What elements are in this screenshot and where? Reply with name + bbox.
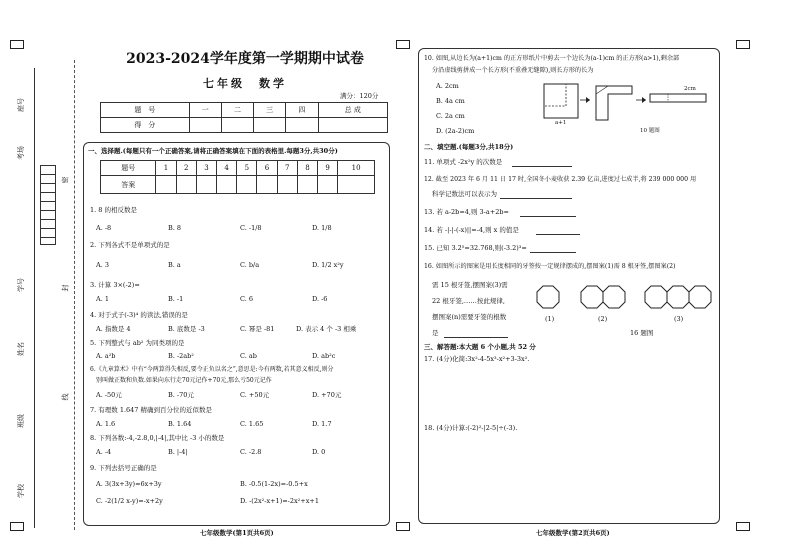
exam-room-label: 考场 — [17, 146, 25, 160]
option-d: D. 1/2 x²y — [312, 261, 344, 269]
seat-label: 座号 — [17, 98, 25, 112]
q12-answer-blank[interactable] — [500, 198, 572, 199]
option-a: A. 1.6 — [96, 420, 116, 428]
answer-cell[interactable] — [196, 176, 216, 194]
option-c: C. 1.65 — [240, 420, 264, 428]
answer-cell[interactable] — [277, 176, 297, 194]
option-c: C. -2.8 — [240, 448, 262, 456]
q11-text: 11. 单项式 -2x²y 的次数是 — [424, 158, 503, 166]
q17-text: 17. (4分)化简:3x²-4-5x³-x²+3-3x². — [424, 355, 530, 363]
score-cell: 总 成 — [318, 103, 388, 118]
option-c: C. -2(1/2 x-y)=-x+2y — [96, 497, 163, 505]
seal-xian: 线 — [61, 393, 70, 401]
registration-mark — [396, 40, 410, 49]
option-b: B. |-4| — [168, 448, 188, 456]
question-text: 6.《九章算术》中有“今两算得失相反,要令正负以名之”,意思是:今有两数,若其意义相反,则分 — [90, 366, 334, 373]
question-text: 7. 有理数 1.647 精确到百分位的近似数是 — [90, 406, 213, 414]
question-text: 4. 对于式子(-3)⁴ 的读法,错误的是 — [90, 311, 188, 319]
score-cell: 二 — [221, 103, 253, 118]
q10-fig-caption: 10 题图 — [640, 128, 660, 134]
full-score: 满分：120分 — [340, 92, 379, 100]
q12-text: 12. 截至 2023 年 6 月 11 日 17 时,全国冬小麦收获 2.39 亿亩,进度过七成半,将 239 000 000 用 — [424, 176, 697, 183]
option-a: A. 指数是 4 — [96, 325, 131, 333]
score-cell: 题 号 — [101, 103, 190, 118]
option-a: A. 3 — [96, 261, 109, 269]
option-b: B. -70元 — [168, 391, 194, 399]
answer-header: 9 — [318, 161, 338, 176]
option-c: C. 6 — [240, 295, 254, 303]
registration-mark — [736, 522, 750, 531]
q13-text: 13. 若 a-2b=4,则 3-a+2b= — [424, 208, 509, 216]
seal-mi: 密 — [61, 176, 70, 184]
q10-option-d: D. (2a-2)cm — [436, 127, 475, 135]
answer-cell[interactable] — [156, 176, 176, 194]
answer-header: 7 — [277, 161, 297, 176]
answer-cell[interactable] — [318, 176, 338, 194]
section1-heading: 一、选择题.(每题只有一个正确答案,请将正确答案填在下面的表格里.每题3分,共30分) — [88, 147, 338, 155]
option-a: A. -4 — [96, 448, 112, 456]
q13-answer-blank[interactable] — [520, 216, 576, 217]
question-text: 3. 计算 3×(-2)= — [90, 281, 140, 289]
answer-header: 题号 — [101, 161, 156, 176]
option-c: C. +50元 — [240, 391, 270, 399]
answer-header: 1 — [156, 161, 176, 176]
question-text-cont: 别叫做正数和负数.如果向东行走70元记作+70元,那么亏50元记作 — [96, 377, 272, 384]
option-d: D. 0 — [312, 448, 326, 456]
option-c: C. -1/8 — [240, 224, 262, 232]
exam-title: 2023-2024学年度第一学期期中试卷 — [126, 51, 364, 67]
answer-header: 10 — [338, 161, 375, 176]
q12-text-cont: 科学记数法可以表示为 — [432, 190, 497, 198]
answer-header: 8 — [297, 161, 317, 176]
option-b: B. 底数是 -3 — [168, 325, 205, 333]
name-label: 姓名 — [17, 342, 25, 356]
score-input[interactable] — [254, 118, 286, 133]
option-d: D. 1.7 — [312, 420, 332, 428]
option-b: B. -0.5(1-2x)=-0.5+x — [240, 480, 308, 488]
option-c: C. ab — [240, 352, 257, 360]
q10-option-a: A. 2cm — [436, 82, 459, 90]
exam-id-grid[interactable] — [40, 165, 56, 245]
answer-header: 2 — [176, 161, 196, 176]
question-text: 5. 下列整式与 ab² 为同类项的是 — [90, 339, 185, 347]
option-b: B. 1.64 — [168, 420, 192, 428]
answer-row-label: 答案 — [101, 176, 156, 194]
score-table — [100, 102, 388, 133]
option-a: A. 1 — [96, 295, 109, 303]
q15-text: 15. 已知 3.2⁵=32.768,则(-3.2)³= — [424, 244, 527, 252]
score-cell: 三 — [254, 103, 286, 118]
option-d: D. 表示 4 个 -3 相乘 — [296, 325, 357, 333]
q17-answer-area[interactable] — [424, 368, 712, 418]
q16-fig-label-3: (3) — [674, 315, 684, 323]
score-input[interactable] — [318, 118, 388, 133]
q10-text: 10. 如图,从边长为(a+1)cm 的正方形纸片中剪去一个边长为(a-1)cm 的正方形(a>1),剩余部 — [424, 55, 680, 62]
q15-answer-blank[interactable] — [530, 252, 576, 253]
answer-cell[interactable] — [338, 176, 375, 194]
answer-header: 3 — [196, 161, 216, 176]
question-text: 8. 下列各数:-4,-2.8,0,|-4|,其中比 -3 小的数是 — [90, 434, 225, 442]
score-input[interactable] — [189, 118, 221, 133]
answer-cell[interactable] — [297, 176, 317, 194]
score-cell: 得 分 — [101, 118, 190, 133]
option-d: D. -(2x²-x+1)=-2x²+x+1 — [240, 497, 319, 505]
score-input[interactable] — [286, 118, 318, 133]
option-c: C. 幂是 -81 — [240, 325, 275, 333]
q16-text: 16. 如图所示的图案是用长度相同的牙签按一定规律摆成的,摆图案(1)需 8 根牙签,摆图案(2) — [424, 263, 676, 270]
page-footer-left: 七年级数学(第1页共6页) — [200, 529, 274, 537]
answer-cell[interactable] — [217, 176, 237, 194]
registration-mark — [396, 522, 410, 531]
option-d: D. 1/8 — [312, 224, 332, 232]
section3-heading: 三、解答题:本大题 6 个小题,共 52 分 — [424, 343, 536, 351]
seal-feng: 封 — [61, 284, 70, 292]
answer-cell[interactable] — [237, 176, 257, 194]
grade-subject: 七年级 数学 — [203, 77, 287, 90]
option-a: A. a²b — [96, 352, 116, 360]
q10-text-cont: 分沿虚线剪拼成一个长方形(不重叠无缝隙),则长方形的长为 — [432, 67, 594, 74]
answer-header: 6 — [257, 161, 277, 176]
answer-table — [100, 160, 375, 194]
q16-text-cont: 22 根牙签,……按此规律, — [432, 297, 505, 305]
registration-mark — [736, 40, 750, 49]
question-text: 9. 下列去括号正确的是 — [90, 464, 157, 472]
q16-fig-caption: 16 题图 — [630, 329, 654, 337]
q14-text: 14. 若 -|-|-(-x)||=-4,则 x 的值是 — [424, 226, 519, 234]
option-b: B. 8 — [168, 224, 182, 232]
registration-mark — [10, 40, 24, 49]
score-cell: 四 — [286, 103, 318, 118]
q10-option-c: C. 2a cm — [436, 112, 465, 120]
option-b: B. -2ab² — [168, 352, 194, 360]
student-id-label: 学号 — [17, 278, 25, 292]
q10-option-b: B. 4a cm — [436, 97, 465, 105]
option-d: D. +70元 — [312, 391, 342, 399]
q18-text: 18. (4分)计算:(-2)²-|2-5|÷(-3). — [424, 424, 518, 432]
answer-header: 4 — [217, 161, 237, 176]
question-text: 1. 8 的相反数是 — [90, 206, 137, 214]
score-input[interactable] — [221, 118, 253, 133]
q18-answer-area[interactable] — [424, 437, 712, 517]
q16-text-cont: 需 15 根牙签,摆图案(3)需 — [432, 281, 508, 289]
option-a: A. -8 — [96, 224, 112, 232]
option-d: D. ab²c — [312, 352, 336, 360]
answer-header: 5 — [237, 161, 257, 176]
registration-mark — [10, 522, 24, 531]
answer-cell[interactable] — [257, 176, 277, 194]
q16-figure — [535, 280, 715, 316]
q16-answer-blank[interactable] — [444, 337, 508, 338]
section2-heading: 二、填空题.(每题3分,共18分) — [424, 143, 514, 151]
option-d: D. -6 — [312, 295, 328, 303]
page-footer-right: 七年级数学(第2页共6页) — [536, 529, 610, 537]
q10-fig-width-label: 2cm — [684, 86, 696, 92]
q14-answer-blank[interactable] — [536, 234, 580, 235]
school-label: 学校 — [17, 484, 25, 498]
option-b: B. a — [168, 261, 181, 269]
answer-cell[interactable] — [176, 176, 196, 194]
q16-text-cont: 是 — [432, 329, 439, 337]
q11-answer-blank[interactable] — [512, 166, 572, 167]
score-cell: 一 — [189, 103, 221, 118]
q16-text-cont: 摆图案(n)需要牙签的根数 — [432, 313, 507, 321]
question-text: 2. 下列各式不是单项式的是 — [90, 241, 170, 249]
option-a: A. 3(3x+3y)=6x+3y — [96, 480, 162, 488]
q16-fig-label-2: (2) — [598, 315, 608, 323]
q10-fig-side-label: a+1 — [555, 120, 567, 126]
option-b: B. -1 — [168, 295, 184, 303]
option-c: C. b/a — [240, 261, 260, 269]
option-a: A. -50元 — [96, 391, 122, 399]
q16-fig-label-1: (1) — [545, 315, 555, 323]
class-label: 班级 — [17, 414, 25, 428]
